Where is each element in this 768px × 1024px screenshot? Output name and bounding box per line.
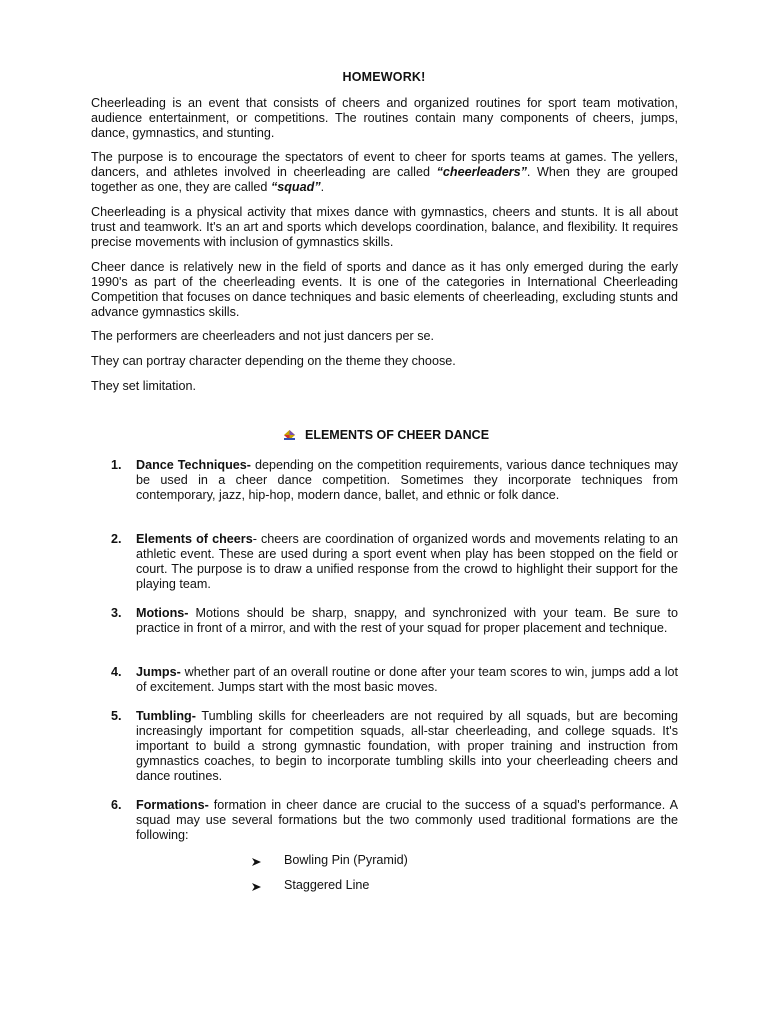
list-term: Jumps- xyxy=(136,665,181,679)
arrow-bullet-icon xyxy=(251,881,262,891)
list-term: Formations- xyxy=(136,798,209,812)
paragraph-text: The performers are cheerleaders and not just dancers per se. xyxy=(91,329,435,343)
formation-item xyxy=(251,853,408,868)
list-number: 1. xyxy=(111,458,122,472)
list-text: Tumbling skills for cheerleaders are not required by all squads, but are becoming increasingly important for competition squads, all-star cheerleading, and college squads. It's important to build a strong gymnastic foundation, with proper training and instruction from gymnastics coaches, to begin to incorporate tumbling skills into your cheerleading cheers and dance routines. xyxy=(136,709,678,783)
arrow-bullet-icon xyxy=(251,856,262,866)
list-term: Dance Techniques- xyxy=(136,458,251,472)
formation-item xyxy=(251,878,369,893)
emphasis-squad: “squad” xyxy=(270,180,321,194)
paragraph-text: They set limitation. xyxy=(91,379,196,393)
list-text: depending on the competition requirements, various dance techniques may be used in a cheer dance competition. Sometimes they incorporate techniques from contemporary, jazz, hip-hop, modern dance, ballet, and ethnic or folk dance. xyxy=(136,458,678,502)
list-term: Tumbling- xyxy=(136,709,196,723)
list-number: 6. xyxy=(111,798,122,812)
formation-label: Staggered Line xyxy=(284,878,370,892)
list-number: 3. xyxy=(111,606,122,620)
paragraph-text: They can portray character depending on the theme they choose. xyxy=(91,354,456,368)
list-text: whether part of an overall routine or done after your team scores to win, jumps add a lot of excitement. Jumps start with the most basic moves. xyxy=(136,665,678,694)
list-item xyxy=(111,606,678,636)
paragraph-performers xyxy=(91,329,678,344)
paragraph-text: Cheer dance is relatively new in the field of sports and dance as it has only emerged during the early 1990's as part of the cheerleading events. It is one of the categories in International Cheerleading Competition that focuses on dance techniques and basic elements of cheerleading, excluding stunts and advance gymnastics skills. xyxy=(91,260,678,319)
paragraph-physical-activity xyxy=(91,205,678,250)
formation-label: Bowling Pin (Pyramid) xyxy=(284,853,408,867)
paragraph-text: . xyxy=(320,180,325,194)
list-text: - cheers are coordination of organized words and movements relating to an athletic event. These are used during a sport event when play has been stopped on the field or court. The purpose is to draw a unified response from the crowd to highlight their support for the playing team. xyxy=(136,532,678,591)
document-title: HOMEWORK! xyxy=(342,70,426,84)
list-number: 4. xyxy=(111,665,122,679)
paragraph-text: Cheerleading is a physical activity that mixes dance with gymnastics, cheers and stunts. It is all about trust and teamwork. It's an art and sports which develops coordination, balance, and flexibility. It requires precise movements with inclusion of gymnastics skills. xyxy=(91,205,678,249)
paragraph-purpose xyxy=(91,150,678,195)
list-number: 5. xyxy=(111,709,122,723)
list-item xyxy=(111,709,678,784)
paragraph-text: The purpose is to encourage the spectators of event to cheer for sports teams at games. The yellers, dancers, and athletes involved in cheerleading are called xyxy=(91,150,678,179)
paragraph-limitation xyxy=(91,379,678,394)
list-item xyxy=(111,532,678,592)
paragraph-text: Cheerleading is an event that consists of cheers and organized routines for sport team motivation, audience entertainment, or competitions. The routines contain many components of cheers, jumps, dance, gymnastics, and stunting. xyxy=(91,96,678,140)
list-term: Motions- xyxy=(136,606,189,620)
list-text: Motions should be sharp, snappy, and synchronized with your team. Be sure to practice in front of a mirror, and with the rest of your squad for proper placement and technique. xyxy=(136,606,678,635)
section-heading xyxy=(283,428,489,442)
paragraph-cheer-dance xyxy=(91,260,678,320)
list-item xyxy=(111,458,678,503)
list-item xyxy=(111,665,678,695)
list-text: formation in cheer dance are crucial to the success of a squad's performance. A squad may use several formations but the two commonly used traditional formations are the following: xyxy=(136,798,678,842)
section-heading-text: ELEMENTS OF CHEER DANCE xyxy=(305,428,490,442)
paragraph-portray xyxy=(91,354,678,369)
diamond-bullet-icon xyxy=(283,429,296,441)
list-item xyxy=(111,798,678,843)
list-number: 2. xyxy=(111,532,122,546)
list-term: Elements of cheers xyxy=(136,532,253,546)
emphasis-cheerleaders: “cheerleaders” xyxy=(436,165,527,179)
paragraph-intro xyxy=(91,96,678,141)
paragraph-text: . When they are grouped together as one, they are called xyxy=(91,165,678,194)
